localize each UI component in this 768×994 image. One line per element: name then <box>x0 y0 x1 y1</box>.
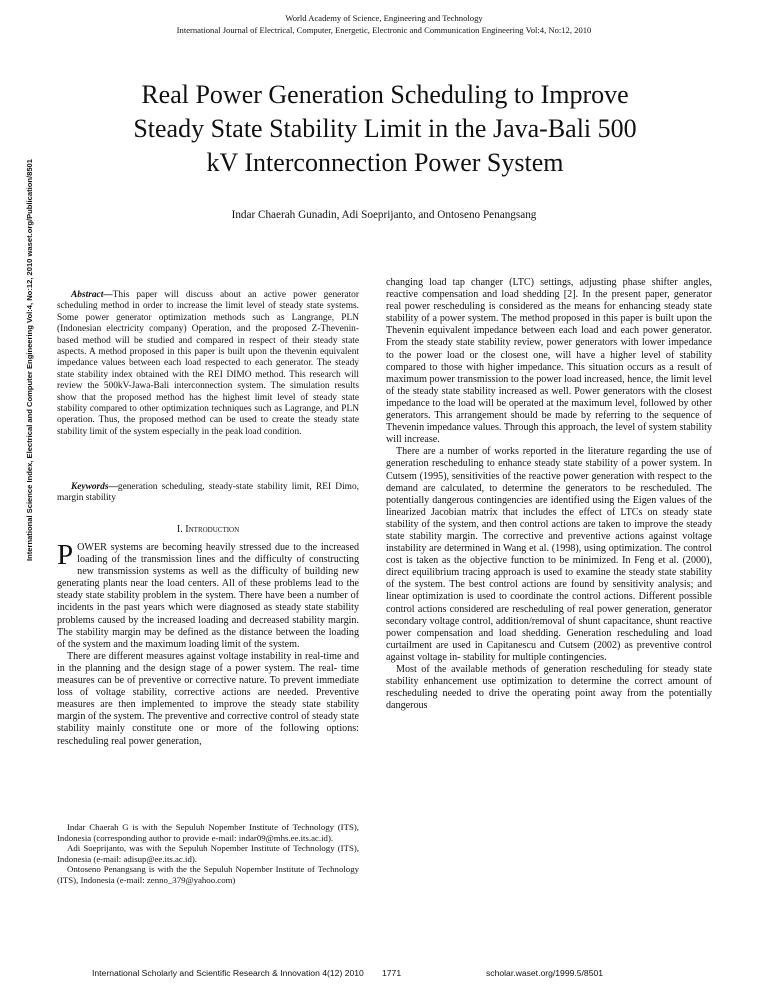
section-title: Introduction <box>185 524 240 535</box>
title-line-2: Steady State Stability Limit in the Java-Bali 500 <box>133 114 637 143</box>
title-line-1: Real Power Generation Scheduling to Improve <box>141 80 629 109</box>
abstract-label: Abstract <box>71 290 104 300</box>
intro-paragraph-1: OWER systems are becoming heavily stressed due to the increased loading of the transmission lines and the difficulty of constructing new transmission systems as well as the difficulty of building new generating plants near the load centers. All of these problems lead to the steady state stability problem in the system. There have been a number of incidents in the past years which were diagnosed as steady state stability problems caused by the increased loading and decreased stability margin. The stability margin may be defined as the distance between the loading of the system and the maximum loading limit of the system. <box>57 542 359 650</box>
footnote-2: Adi Soeprijanto, was with the Sepuluh Nopember Institute of Technology (ITS), Indonesia (e-mail: adisup@ee.its.ac.id). <box>57 843 359 864</box>
keywords-text: generation scheduling, steady-state stability limit, REI Dimo, margin stability <box>57 482 359 504</box>
intro-paragraph-2: There are different measures against voltage instability in real-time and in the planning and the design stage of a power system. The real- time measures can be of preventive or corrective nature. To prevent immediate loss of voltage stability, corrective actions are needed. Preventive measures are then implemented to improve the steady state stability margin of the system. The preventive and corrective control of steady state stability mainly constitute one or more of the following options: rescheduling real power generation, <box>57 650 359 747</box>
side-margin-text: International Science Index, Electrical and Computer Engineering Vol:4, No:12, 2010 waset.org/Publication/8501 <box>25 158 34 562</box>
paper-title <box>60 78 710 180</box>
section-number: I. <box>176 524 183 535</box>
right-paragraph-1: changing load tap changer (LTC) settings, adjusting phase shifter angles, reactive compensation and load shedding [2]. In the present paper, generator real power rescheduling is considered as the means for enhancing steady state stability of a power system. The method proposed in this paper is built upon the Thevenin equivalent impedance between each load and each power generator. From the steady state stability review, power generators with lower impedance to the power load or the closest one, will have a higher level of stability compared to those with higher impedance. This situation occurs as a result of maximum power transmission to the power load increased, hence, the limit level of the steady state stability increased as well. Power generators with the closest impedance to the load will be operated at the maximum level, followed by other generators. This arrangement should be made by referring to the sequence of Thevenin impedance values. Through this approach, the level of system stability will increase. <box>386 277 712 446</box>
footer-url: scholar.waset.org/1999.5/8501 <box>486 968 604 978</box>
journal-header-line1: World Academy of Science, Engineering and Technology <box>285 13 483 23</box>
journal-header-line2: International Journal of Electrical, Computer, Energetic, Electronic and Communication Engineering Vol:4, No:12, 2010 <box>176 25 592 35</box>
footnote-3: Ontoseno Penangsang is with the the Sepuluh Nopember Institute of Technology (ITS), Indonesia (e-mail: zenno_379@yahoo.com) <box>57 864 359 885</box>
title-line-3: kV Interconnection Power System <box>206 148 564 177</box>
introduction-body <box>57 539 359 748</box>
keywords <box>57 482 359 505</box>
footnotes <box>57 822 359 886</box>
footnote-1: Indar Chaerah G is with the Sepuluh Nopember Institute of Technology (ITS), Indonesia (corresponding author to provide e-mail: indar09@mhs.ee.its.ac.id). <box>57 822 359 843</box>
side-margin-note <box>24 130 36 590</box>
right-column-body <box>386 277 712 712</box>
abstract <box>57 290 359 438</box>
abstract-text: This paper will discuss about an active power generator scheduling method in order to increase the limit level of steady state systems. Some power generator optimization methods such as Langrange, PLN (Indonesian electricity company) Operation, and the proposed Z-Thevenin-based method will be studied and compared in respect of their steady state aspects. A method proposed in this paper is built upon the thevenin equivalent impedance values between each load respected to each generator. The steady state stability index obtained with the REI DIMO method. This research will review the 500kV-Jawa-Bali interconnection system. The simulation results show that the proposed method has the highest limit level of steady state stability compared to other optimization techniques such as Lagrange, and PLN operation. Thus, the proposed method can be used to create the steady state stability limit of the system especially in the peak load condition. <box>57 290 359 437</box>
keywords-label: Keywords <box>71 482 109 492</box>
footer-page-number: 1771 <box>382 968 402 978</box>
author-list: Indar Chaerah Gunadin, Adi Soeprijanto, and Ontoseno Penangsang <box>231 209 537 221</box>
footer-publisher: International Scholarly and Scientific Research & Innovation 4(12) 2010 <box>92 968 364 978</box>
abstract-dash: — <box>103 290 113 300</box>
drop-cap: P <box>57 539 74 571</box>
keywords-dash: — <box>108 482 118 492</box>
right-paragraph-2: There are a number of works reported in the literature regarding the use of generation rescheduling to enhance steady state stability of a power system. In Cutsem (1995), sensitivities of the reactive power generation with respect to the demand are calculated, to determine the generators to be rescheduled. The potentially dangerous contingencies are identified using the Eigen values of the linearized Jacobian matrix that includes the effect of LTCs on steady state stability of the system, and then control actions are taken to improve the steady state stability margin. The corrective and preventive actions against voltage instability are determined in Wang et al. (1998), using optimization. The control cost is taken as the objective function to be minimized. In Feng et al. (2000), direct equilibrium tracing approach is used to examine the steady state stability of the system. The best control actions are found by sensitivity analysis; and linear optimization is used to coordinate the control actions. Different possible control actions considered are rescheduling of real power generation, generator secondary voltage control, addition/removal of shunt capacitance, shunt reactive power compensation and load shedding. Generation rescheduling and load curtailment are used in Capitanescu and Cutsem (2002) as preventive control against voltage in- stability for multiple contingencies. <box>386 446 712 663</box>
right-paragraph-3: Most of the available methods of generation rescheduling for steady state stability enhancement use optimization to determine the correct amount of rescheduling needed to drive the operating point away from the potentially dangerous <box>386 664 712 712</box>
section-heading <box>57 524 359 535</box>
